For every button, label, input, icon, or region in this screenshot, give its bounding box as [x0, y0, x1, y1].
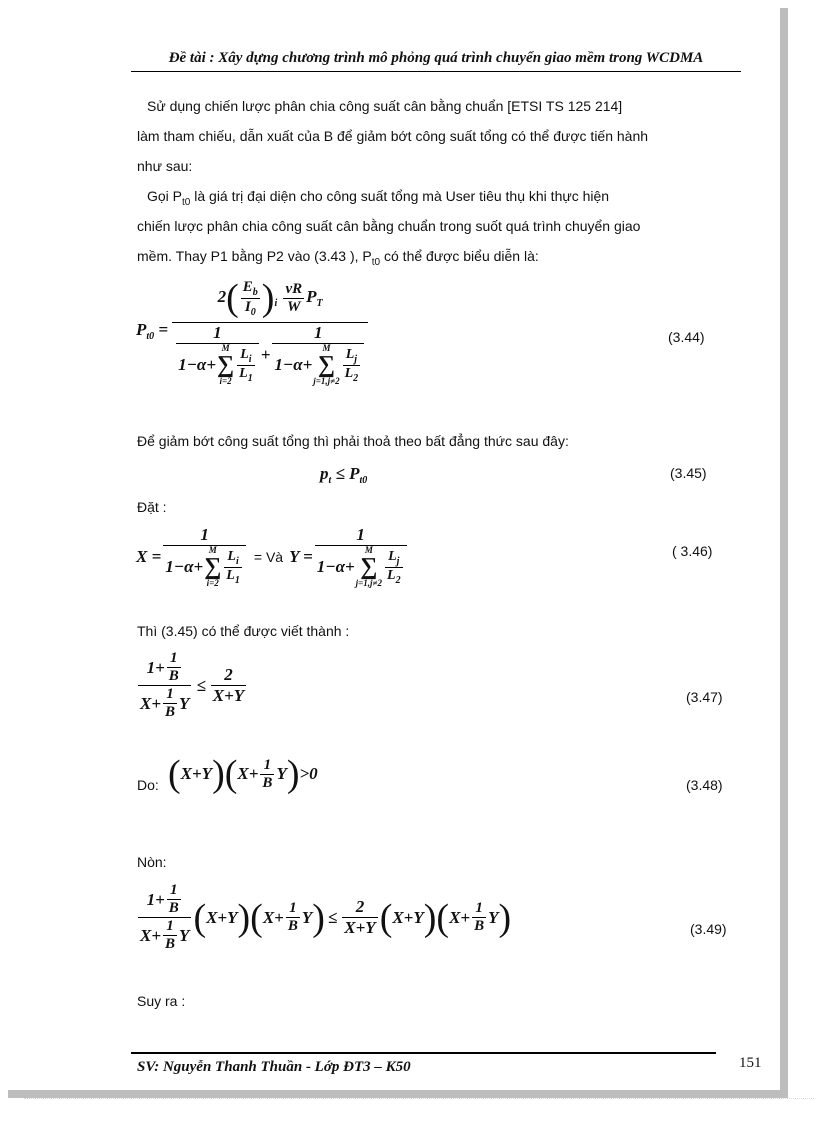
equation-number: (3.44) — [668, 329, 705, 345]
paragraph-line: Để giảm bớt công suất tổng thì phải thoả theo bất đẳng thức sau đây: — [137, 433, 569, 449]
equation-3-49: 1+ $\frac{1}{B}$ X+ $\frac{1}{B}$ Y ( X+Y ) ( X+ $\frac{1}{B}$ Y ) ≤ $\frac{2}{X+Y}$ ( X+Y ) ( X+ $\frac{1}{B}$ Y ) — [140, 882, 512, 952]
header-rule — [131, 71, 741, 72]
paragraph-line: chiến lược phân chia công suất cân bằng chuẩn trong suốt quá trình chuyển giao — [137, 218, 641, 234]
page-edge-dotted-line — [24, 1098, 814, 1099]
equation-number: (3.45) — [670, 465, 707, 481]
paragraph-line: Nòn: — [137, 854, 167, 870]
footer-rule — [131, 1052, 716, 1054]
paragraph-line: Gọi $P_{t0}$ là giá trị đại diện cho công suất tổng mà User tiêu thụ khi thực hiện — [147, 188, 610, 208]
equation-3-47: 1+ $\frac{1}{B}$ X+ $\frac{1}{B}$ Y ≤ $\frac{2}{X+Y}$ — [140, 650, 245, 720]
paragraph-line: mềm. Thay P1 bằng P2 vào (3.43 ), $P_{t0}$ có thể được biểu diễn là: — [137, 248, 539, 268]
equation-number: (3.48) — [686, 777, 723, 793]
equation-number: (3.49) — [690, 921, 727, 937]
equation-3-45: $p_t \le P_{t0}$ — [320, 464, 368, 486]
header-title: Đề tài : Xây dựng chương trình mô phỏng quá trình chuyển giao mềm trong WCDMA — [168, 50, 704, 66]
equation-3-46: X = 1 1− α+ M ∑ i=2 $\frac{L_i}{L_1}$ = Và Y = 1 1− α+ M ∑ j=1,j≠2 $\frac{L_j}{L_2}$ — [136, 525, 409, 588]
paragraph-line: Suy ra : — [137, 993, 186, 1009]
footer-author: SV: Nguyễn Thanh Thuần - Lớp ĐT3 – K50 — [137, 1059, 411, 1075]
equation-3-48: ( X+Y ) ( X+ $\frac{1}{B}$ Y ) >0 — [168, 753, 318, 795]
paragraph-line: Sử dụng chiến lược phân chia công suất cân bằng chuẩn [ETSI TS 125 214] — [147, 98, 623, 114]
paragraph-line: Do: — [137, 777, 159, 793]
equation-3-44: $P_{t0}$ = 2( $\frac{E_b}{I_0}$ )$_i$ $\frac{vR}{W}$ $P_T$ 1 1− α+ M ∑ i=2 $\frac{L_i}{L_1}$ + 1 1− α+ M ∑ j=1,j≠2 $\frac{L_j}{L_2}$ — [136, 276, 370, 386]
paragraph-line: Đặt : — [137, 499, 167, 515]
equation-number: (3.47) — [686, 689, 723, 705]
paragraph-line: Thì (3.45) có thể được viết thành : — [137, 623, 350, 639]
paragraph-line: làm tham chiếu, dẫn xuất của B để giảm bớt công suất tổng có thể được tiến hành — [137, 128, 649, 144]
equation-number: ( 3.46) — [672, 543, 713, 559]
page-number: 151 — [739, 1055, 762, 1071]
paragraph-line: như sau: — [137, 158, 193, 174]
